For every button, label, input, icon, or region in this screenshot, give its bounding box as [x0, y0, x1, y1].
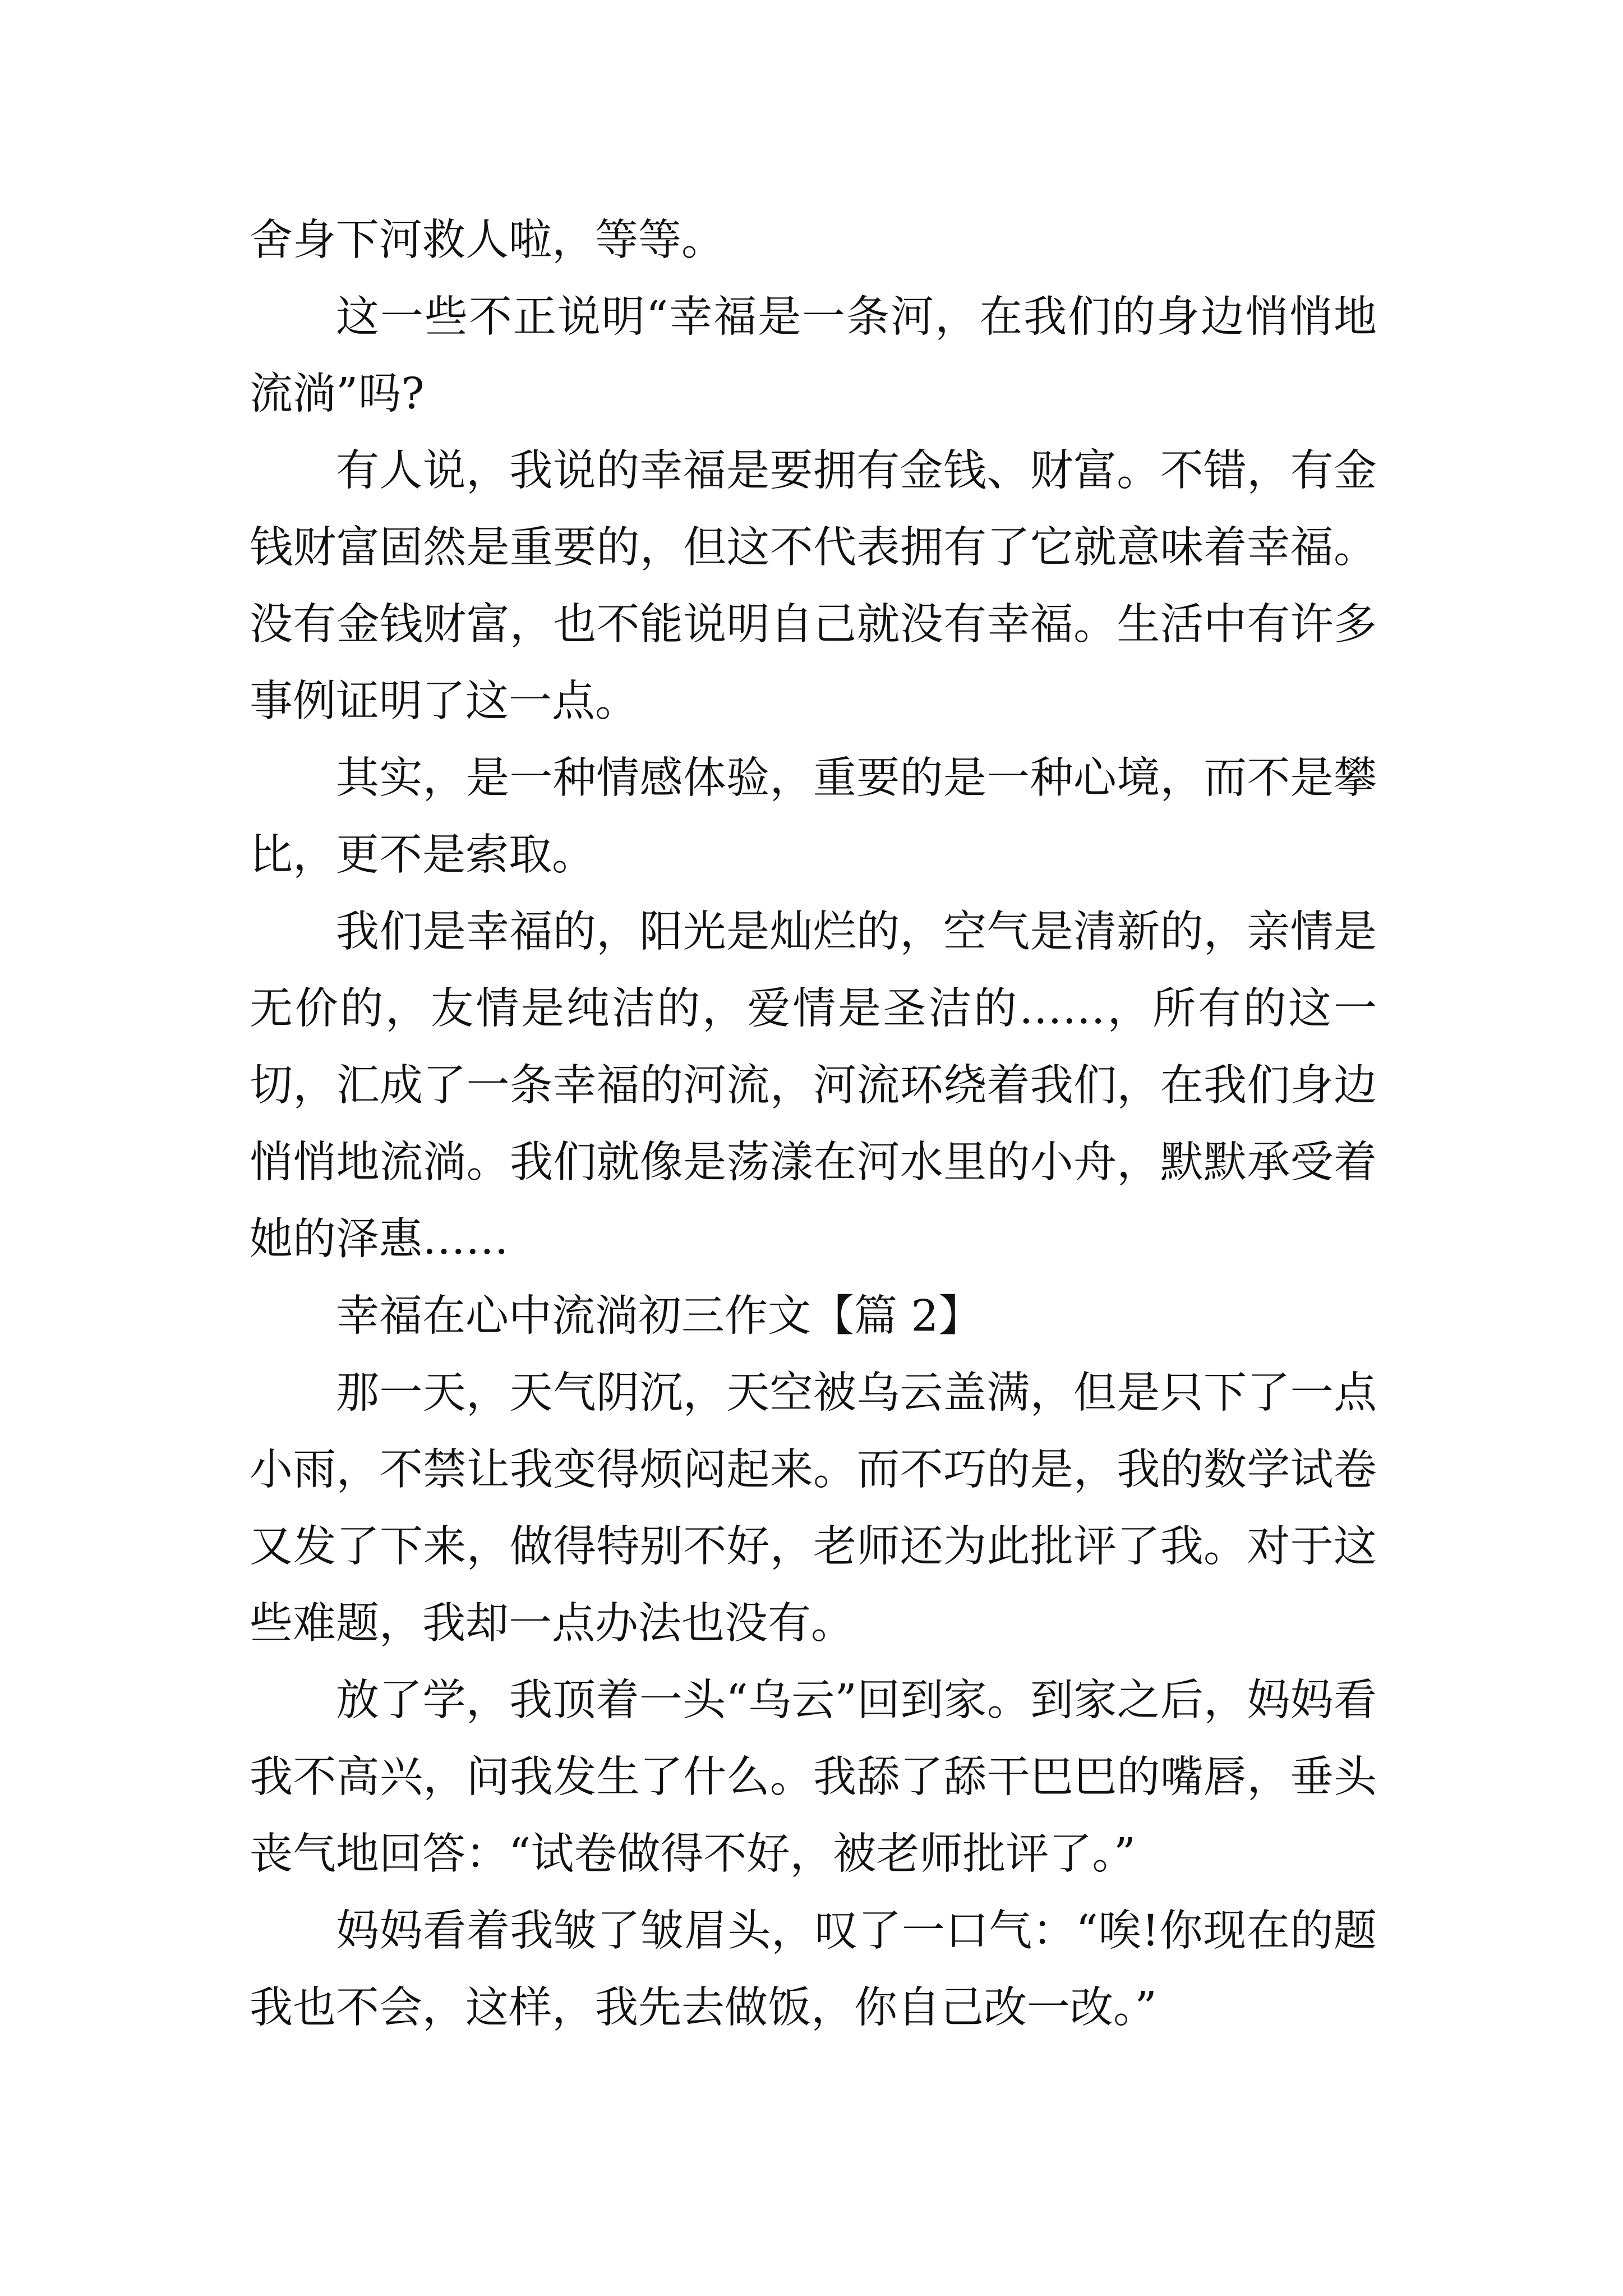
paragraph: 这一些不正说明“幸福是一条河，在我们的身边悄悄地流淌”吗? [250, 292, 1377, 419]
paragraph: 放了学，我顶着一头“乌云”回到家。到家之后，妈妈看我不高兴，问我发生了什么。我舔了舔干巴巴的嘴唇，垂头丧气地回答：“试卷做得不好，被老师批评了。” [250, 1676, 1377, 1879]
paragraph: 我们是幸福的，阳光是灿烂的，空气是清新的，亲情是无价的，友情是纯洁的，爱情是圣洁的……，所有的这一切，汇成了一条幸福的河流，河流环绕着我们，在我们身边悄悄地流淌。我们就像是荡漾在河水里的小舟，默默承受着她的泽惠…… [250, 907, 1377, 1264]
paragraph: 有人说，我说的幸福是要拥有金钱、财富。不错，有金钱财富固然是重要的，但这不代表拥有了它就意味着幸福。没有金钱财富，也不能说明自己就没有幸福。生活中有许多事例证明了这一点。 [250, 446, 1377, 726]
paragraph: 其实，是一种情感体验，重要的是一种心境，而不是攀比，更不是索取。 [250, 753, 1377, 880]
section-heading: 幸福在心中流淌初三作文【篇 2】 [336, 1291, 982, 1341]
paragraph-continuation: 舍身下河救人啦，等等。 [250, 215, 725, 265]
document-body [250, 202, 1377, 2046]
paragraph: 那一天，天气阴沉，天空被乌云盖满，但是只下了一点小雨，不禁让我变得烦闷起来。而不巧的是，我的数学试卷又发了下来，做得特别不好，老师还为此批评了我。对于这些难题，我却一点办法也没有。 [250, 1368, 1377, 1649]
paragraph: 妈妈看着我皱了皱眉头，叹了一口气：“唉!你现在的题我也不会，这样，我先去做饭，你自己改一改。” [250, 1906, 1377, 2033]
